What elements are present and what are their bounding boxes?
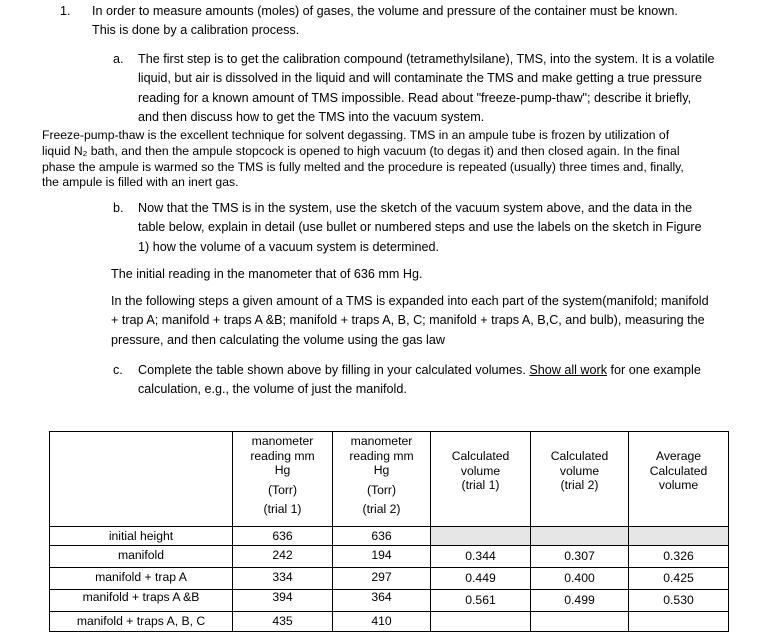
header-text: (Torr) [267,482,298,497]
row-label: manifold + traps A &B [50,590,233,612]
cell-trial1: 242 [233,546,333,568]
part-b-line: table below, explain in detail (use bullet or numbered steps and use the labels on the sketch in Figure [138,220,702,235]
part-a-text [138,50,758,128]
cell-calc2: 0.307 [531,546,629,568]
cell-trial2: 194 [333,546,431,568]
intro-line-1: In order to measure amounts (moles) of gases, the volume and pressure of the container must be known. [92,4,678,18]
part-a-line: The first step is to get the calibration compound (tetramethylsilane), TMS, into the system. It is a volatile [138,52,715,66]
cell-calc1 [431,612,531,632]
header-text: (trial 1) [461,478,500,492]
header-text: Calculated [451,449,510,463]
cell-trial2: 410 [333,612,431,632]
header-trial2 [333,432,431,527]
table-row [50,546,729,568]
cell-calc1: 0.449 [431,568,531,590]
part-b-line: 1) how the volume of a vacuum system is determined. [138,239,439,254]
answer-a-line: liquid N₂ bath, and then the ampule stopcock is opened to high vacuum (to degas it) and then closed again. In the final [42,143,680,158]
steps-line: In the following steps a given amount of a TMS is expanded into each part of the system(manifold; manifold [111,294,709,308]
row-label: initial height [50,527,233,546]
cell-calc2 [531,527,629,546]
cell-trial2: 364 [333,590,431,612]
answer-a-line: the ampule is filled with an inert gas. [42,175,239,190]
header-text: volume [460,463,501,478]
part-a-line: liquid, but air is dissolved in the liquid and will contaminate the TMS and make getting a true pressure [138,71,702,86]
header-text: Average [655,449,702,463]
cell-avg: 0.326 [629,546,729,568]
header-calc2 [531,432,629,527]
table-row [50,612,729,632]
initial-reading-text: The initial reading in the manometer that of 636 mm Hg. [111,267,423,281]
part-a-line: reading for a known amount of TMS impossible. Read about "freeze-pump-thaw"; describe it briefly, [138,90,692,105]
part-c-text [138,361,758,400]
header-text: Calculated [649,463,708,478]
question-number: 1. [60,4,71,18]
cell-trial2: 636 [333,527,431,546]
header-avg [629,432,729,527]
part-c-label: c. [113,363,123,377]
header-empty [50,432,233,527]
header-text: Calculated [550,449,609,463]
steps-line: pressure, and then calculating the volume using the gas law [111,332,445,347]
table-row [50,590,729,612]
header-text: volume [559,463,600,478]
intro-line-2: This is done by a calibration process. [92,23,300,38]
cell-avg: 0.530 [629,590,729,612]
cell-avg: 0.425 [629,568,729,590]
cell-trial1: 435 [233,612,333,632]
header-text: (Torr) [366,482,397,497]
cell-calc2: 0.499 [531,590,629,612]
header-text: (trial 2) [560,478,599,492]
table-row [50,527,729,546]
part-a-line: and then discuss how to get the TMS into the vacuum system. [138,110,485,125]
cell-trial2: 297 [333,568,431,590]
cell-trial1: 394 [233,590,333,612]
part-b-label: b. [113,201,124,215]
part-b-text [138,199,758,257]
header-trial1 [233,432,333,527]
answer-a [42,128,758,191]
calibration-table [49,431,729,632]
part-c-text-a: Complete the table shown above by filling in your calculated volumes. [138,363,530,377]
header-text: reading mm [349,448,414,463]
header-calc1 [431,432,531,527]
header-text: reading mm [250,448,315,463]
steps-line: + trap A; manifold + traps A &B; manifold + traps A, B, C; manifold + traps A, B,C, and bulb), measuring the [111,313,705,328]
cell-avg [629,527,729,546]
cell-trial1: 636 [233,527,333,546]
answer-a-line: phase the ampule is warmed so the TMS is fully melted and the procedure is repeated (usually) three times and, finally, [42,159,684,174]
cell-calc2 [531,612,629,632]
table-row [50,568,729,590]
table-header-row [50,432,729,527]
row-label: manifold + traps A, B, C [50,612,233,632]
cell-calc2: 0.400 [531,568,629,590]
header-text: volume [658,478,699,492]
part-a-label: a. [113,52,124,66]
cell-calc1 [431,527,531,546]
row-label: manifold + trap A [50,568,233,590]
header-text: manometer [251,434,314,448]
part-c-line-2: calculation, e.g., the volume of just the manifold. [138,382,407,397]
part-b-line: Now that the TMS is in the system, use the sketch of the vacuum system above, and the data in the [138,201,693,215]
row-label: manifold [50,546,233,568]
steps-text [111,292,751,350]
cell-calc1: 0.344 [431,546,531,568]
part-c-line-1 [138,361,758,380]
cell-trial1: 334 [233,568,333,590]
cell-avg [629,612,729,632]
part-c-text-b: for one example [607,363,701,377]
header-text: (trial 1) [263,502,302,516]
header-text: (trial 2) [362,502,401,516]
question-intro [92,2,752,41]
cell-calc1: 0.561 [431,590,531,612]
answer-a-line: Freeze-pump-thaw is the excellent technique for solvent degassing. TMS in an ampule tube is frozen by utilization of [42,128,670,142]
header-text: manometer [350,434,413,448]
header-text: Hg [373,463,390,477]
show-all-work: Show all work [529,363,608,377]
header-text: Hg [274,463,291,477]
